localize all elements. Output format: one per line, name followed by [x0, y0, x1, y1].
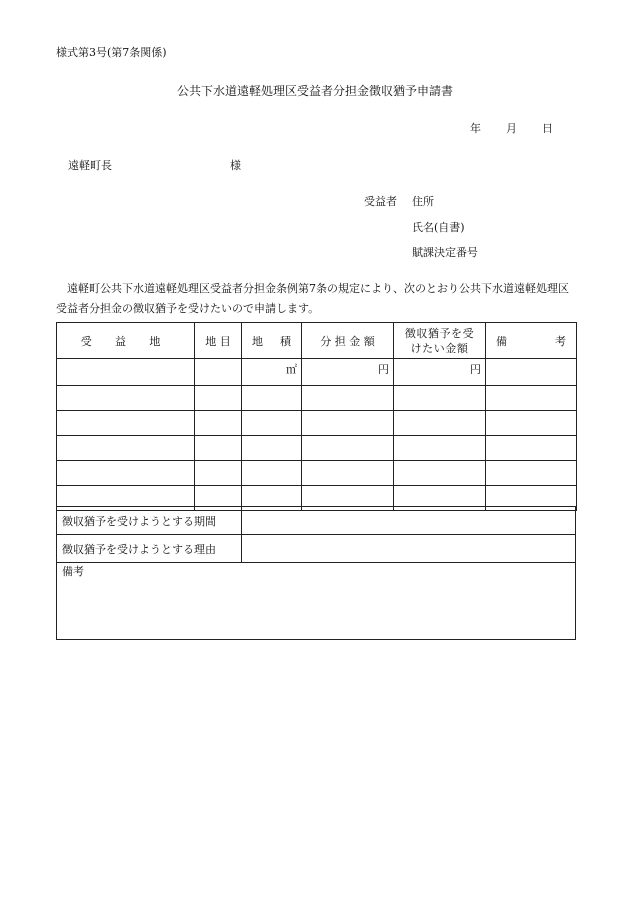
land-table — [56, 322, 577, 511]
table-header-row — [57, 323, 577, 359]
remarks-label: 備考 — [62, 565, 84, 578]
header-land: 受 益 地 — [57, 323, 195, 359]
beneficiary-label: 受益者 — [364, 195, 397, 208]
application-statement: 遠軽町公共下水道遠軽処理区受益者分担金条例第7条の規定により、次のとおり公共下水道遠軽処理区受益者分担金の徴収猶予を受けたいので申請します。 — [56, 282, 569, 315]
cell-deferral[interactable] — [394, 461, 486, 486]
cell-category[interactable] — [195, 436, 242, 461]
table-row — [57, 386, 577, 411]
cell-area[interactable] — [242, 359, 302, 386]
date-day-label: 日 — [542, 122, 553, 135]
header-area: 地 積 — [242, 323, 302, 359]
cell-deferral[interactable] — [394, 411, 486, 436]
remarks-row — [57, 563, 576, 640]
cell-land[interactable] — [57, 359, 195, 386]
header-deferral-amount: 徴収猶予を受けたい金額 — [394, 323, 486, 359]
cell-deferral[interactable] — [394, 359, 486, 386]
period-label: 徴収猶予を受けようとする期間 — [57, 507, 242, 535]
date-month-label: 月 — [506, 122, 517, 135]
cell-land[interactable] — [57, 411, 195, 436]
unit-yen: 円 — [378, 363, 389, 376]
cell-amount[interactable] — [302, 436, 394, 461]
reason-label: 徴収猶予を受けようとする理由 — [57, 535, 242, 563]
cell-amount[interactable] — [302, 411, 394, 436]
period-field[interactable] — [242, 507, 576, 535]
cell-remarks[interactable] — [486, 359, 577, 386]
cell-category[interactable] — [195, 386, 242, 411]
cell-deferral[interactable] — [394, 386, 486, 411]
period-row — [57, 507, 576, 535]
header-remarks: 備 考 — [486, 323, 577, 359]
reason-row — [57, 535, 576, 563]
date-line — [470, 120, 553, 136]
header-land-category: 地 目 — [195, 323, 242, 359]
honorific: 様 — [230, 159, 241, 172]
cell-area[interactable] — [242, 461, 302, 486]
tax-number-label: 賦課決定番号 — [412, 246, 478, 259]
cell-area[interactable] — [242, 411, 302, 436]
cell-amount[interactable] — [302, 386, 394, 411]
cell-amount[interactable] — [302, 359, 394, 386]
cell-land[interactable] — [57, 461, 195, 486]
table-row — [57, 436, 577, 461]
cell-remarks[interactable] — [486, 461, 577, 486]
remarks-field[interactable] — [57, 563, 576, 640]
cell-deferral[interactable] — [394, 436, 486, 461]
unit-yen: 円 — [470, 363, 481, 376]
cell-category[interactable] — [195, 461, 242, 486]
name-label: 氏名(自書) — [412, 221, 465, 234]
table-row — [57, 359, 577, 386]
deferral-details-table — [56, 506, 576, 640]
table-row — [57, 461, 577, 486]
form-number: 様式第3号(第7条関係) — [56, 46, 167, 59]
cell-land[interactable] — [57, 386, 195, 411]
cell-area[interactable] — [242, 436, 302, 461]
addressee: 遠軽町長 — [68, 159, 112, 172]
cell-category[interactable] — [195, 411, 242, 436]
cell-land[interactable] — [57, 436, 195, 461]
address-label: 住所 — [412, 195, 434, 208]
header-amount: 分 担 金 額 — [302, 323, 394, 359]
reason-field[interactable] — [242, 535, 576, 563]
table-row — [57, 411, 577, 436]
unit-sqm: ㎡ — [286, 363, 297, 376]
date-year-label: 年 — [470, 122, 481, 135]
cell-amount[interactable] — [302, 461, 394, 486]
cell-remarks[interactable] — [486, 411, 577, 436]
cell-remarks[interactable] — [486, 386, 577, 411]
cell-area[interactable] — [242, 386, 302, 411]
cell-remarks[interactable] — [486, 436, 577, 461]
page-title: 公共下水道遠軽処理区受益者分担金徴収猶予申請書 — [176, 84, 453, 98]
cell-category[interactable] — [195, 359, 242, 386]
